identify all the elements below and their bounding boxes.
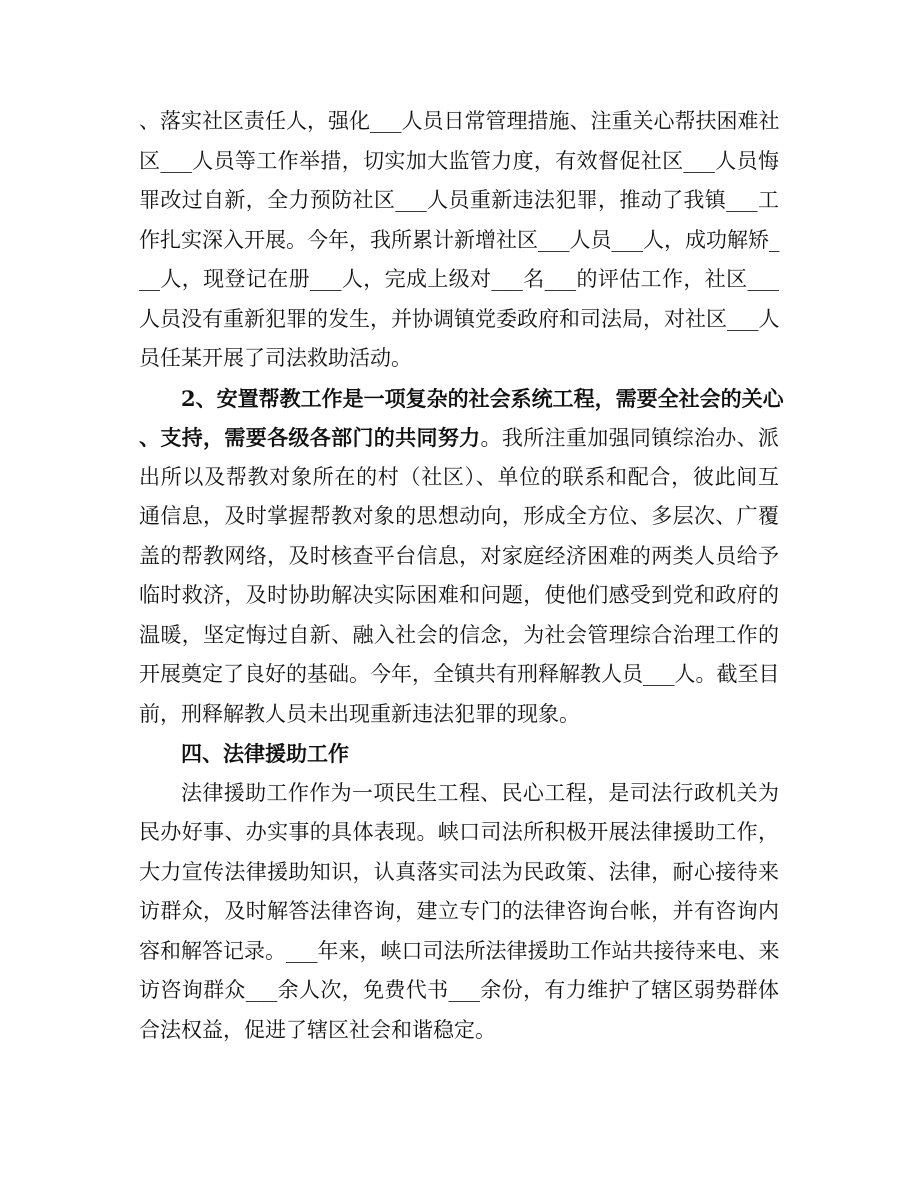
text-line: 人员没有重新犯罪的发生，并协调镇党委政府和司法局，对社区___人	[139, 306, 780, 331]
text-line: 前，刑释解教人员未出现重新违法犯罪的现象。	[139, 701, 580, 726]
section-heading: 四、法律援助工作	[181, 741, 349, 766]
text-line: 容和解答记录。___年来，峡口司法所法律援助工作站共接待来电、来	[139, 938, 780, 963]
paragraph-legal-aid	[139, 774, 779, 1051]
text-line: __人，现登记在册___人，完成上级对___名___的评估工作，社区___	[139, 267, 779, 291]
body-text: 。我所注重加强同镇综治办、派	[480, 426, 779, 450]
text-line: 大力宣传法律援助知识，认真落实司法为民政策、法律，耐心接待来	[139, 859, 779, 884]
paragraph-resettlement-assistance	[139, 379, 784, 735]
text-line: 法律援助工作作为一项民生工程、民心工程，是司法行政机关为	[181, 780, 779, 805]
text-line: 员任某开展了司法救助活动。	[139, 346, 412, 370]
document-page	[139, 102, 784, 1050]
bold-lead-text: 、支持，需要各级各部门的共同努力	[139, 425, 481, 450]
text-line: 临时救济，及时协助解决实际困难和问题，使他们感受到党和政府的	[139, 583, 779, 607]
text-line: 访咨询群众___余人次，免费代书___余份，有力维护了辖区弱势群体	[139, 978, 779, 1002]
text-line: 盖的帮教网络，及时核查平台信息，对家庭经济困难的两类人员给予	[139, 543, 779, 568]
text-line: 通信息，及时掌握帮教对象的思想动向，形成全方位、多层次、广覆	[139, 504, 779, 528]
text-line: 温暖，坚定悔过自新、融入社会的信念，为社会管理综合治理工作的	[139, 622, 779, 647]
text-line: 开展奠定了良好的基础。今年，全镇共有刑释解教人员___人。截至目	[139, 662, 780, 686]
text-line: 访群众，及时解答法律咨询，建立专门的法律咨询台帐，并有咨询内	[139, 899, 779, 923]
text-line: 出所以及帮教对象所在的村（社区）、单位的联系和配合，彼此间互	[139, 464, 779, 489]
text-line: 、落实社区责任人，强化___人员日常管理措施、注重关心帮扶困难社	[139, 109, 780, 133]
text-line: 民办好事、办实事的具体表现。峡口司法所积极开展法律援助工作，	[139, 820, 779, 844]
paragraph-community-correction	[139, 102, 779, 379]
text-line: 罪改过自新，全力预防社区___人员重新违法犯罪，推动了我镇___工	[139, 188, 779, 212]
text-line: 合法权益，促进了辖区社会和谐稳定。	[139, 1017, 496, 1042]
text-line: 区___人员等工作举措，切实加大监管力度，有效督促社区___人员悔	[139, 148, 779, 173]
text-line: 作扎实深入开展。今年，我所累计新增社区___人员___人，成功解矫_	[139, 227, 780, 252]
mixed-line	[139, 418, 779, 458]
bold-lead-line: 2、安置帮教工作是一项复杂的社会系统工程，需要全社会的关心	[181, 385, 784, 411]
